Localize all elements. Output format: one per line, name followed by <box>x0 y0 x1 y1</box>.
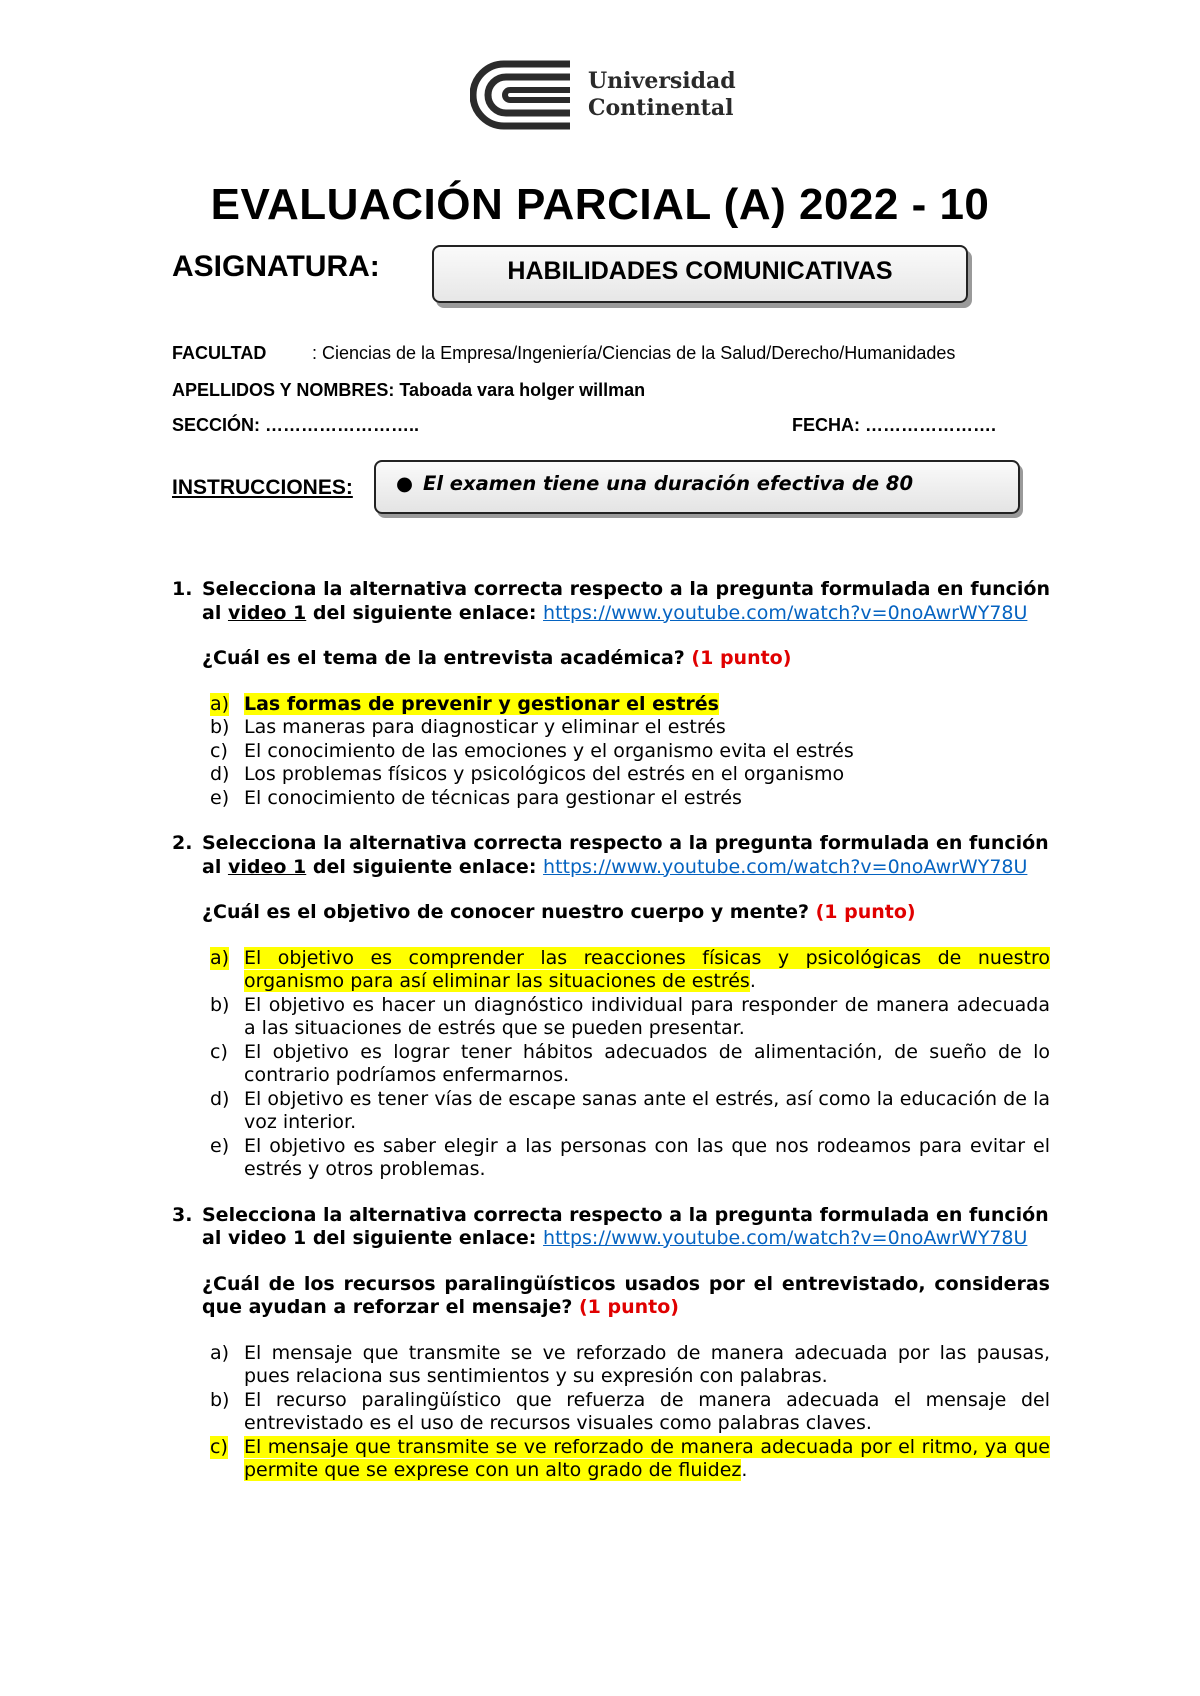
option-letter: d) <box>210 763 230 785</box>
question-2 <box>172 832 1050 1182</box>
option-letter: b) <box>210 1388 230 1411</box>
question-number: 2. <box>172 832 193 854</box>
option-text: El conocimiento de las emociones y el organismo evita el estrés <box>244 739 854 762</box>
apellidos-label: APELLIDOS Y NOMBRES: <box>172 380 395 400</box>
option-letter: c) <box>210 1040 228 1063</box>
option-b[interactable] <box>202 1389 1050 1436</box>
asignatura-box <box>432 245 968 303</box>
option-text: El objetivo es comprender las reacciones físicas y psicológicas de nuestro organismo para así eliminar las situaciones de estrés <box>244 946 1050 992</box>
option-letter: b) <box>210 993 230 1016</box>
prompt-text-end: del siguiente enlace: <box>306 601 544 624</box>
asignatura-label: ASIGNATURA: <box>172 250 380 283</box>
facultad-value: : Ciencias de la Empresa/Ingeniería/Ciencias de la Salud/Derecho/Humanidades <box>312 343 956 363</box>
option-a[interactable] <box>202 1342 1050 1389</box>
option-text: El objetivo es hacer un diagnóstico individual para responder de manera adecuada a las situaciones de estrés que se pueden presentar. <box>244 993 1050 1039</box>
question-prompt <box>202 1204 1050 1251</box>
question-3 <box>172 1204 1050 1483</box>
instrucciones-label: INSTRUCCIONES: <box>172 476 353 499</box>
option-e[interactable] <box>202 1135 1050 1182</box>
logo-text <box>588 68 736 122</box>
option-letter: e) <box>210 1134 230 1157</box>
facultad-label: FACULTAD <box>172 343 267 363</box>
video-link[interactable]: https://www.youtube.com/watch?v=0noAwrWY78U <box>543 855 1028 878</box>
asignatura-value: HABILIDADES COMUNICATIVAS <box>507 256 893 285</box>
prompt-text: Selecciona la alternativa correcta respecto a la pregunta formulada en función al <box>202 578 1050 624</box>
option-text: El mensaje que transmite se ve reforzado de manera adecuada por las pausas, pues relaciona sus sentimientos y su expresión con palabras. <box>244 1341 1050 1387</box>
questions-section <box>172 578 1050 1483</box>
option-text: El conocimiento de técnicas para gestionar el estrés <box>244 786 742 809</box>
fecha-field: FECHA: …………………. <box>792 415 996 435</box>
points-label: (1 punto) <box>815 901 916 923</box>
seccion-field: SECCIÓN: …………………….. <box>172 415 420 435</box>
video-ref: video 1 <box>227 601 307 624</box>
option-letter: e) <box>210 786 230 809</box>
question-prompt <box>202 578 1050 625</box>
options-list <box>202 1342 1050 1483</box>
points-label: (1 punto) <box>578 1296 679 1318</box>
option-letter: c) <box>210 739 228 762</box>
option-c[interactable] <box>202 740 1050 764</box>
option-e[interactable] <box>202 787 1050 811</box>
points-label: (1 punto) <box>691 647 792 669</box>
option-text: Las formas de prevenir y gestionar el estrés <box>244 692 719 715</box>
ask-text: ¿Cuál es el objetivo de conocer nuestro cuerpo y mente? <box>202 901 816 923</box>
video-link[interactable]: https://www.youtube.com/watch?v=0noAwrWY78U <box>543 601 1028 624</box>
option-text-tail: . <box>749 970 756 992</box>
option-letter: a) <box>210 946 230 969</box>
option-b[interactable] <box>202 716 1050 740</box>
question-number: 1. <box>172 578 193 600</box>
exam-title: EVALUACIÓN PARCIAL (A) 2022 - 10 <box>210 180 990 229</box>
ask-text: ¿Cuál de los recursos paralingüísticos usados por el entrevistado, consideras que ayudan a reforzar el mensaje? <box>202 1272 1050 1318</box>
question-number: 3. <box>172 1203 193 1226</box>
option-text: El objetivo es lograr tener hábitos adecuados de alimentación, de sueño de lo contrario podríamos enfermarnos. <box>244 1040 1050 1086</box>
prompt-text: Selecciona la alternativa correcta respecto a la pregunta formulada en función al video 1 del siguiente enlace: <box>202 1203 1049 1249</box>
bullet-icon: ● <box>396 472 414 495</box>
university-logo <box>470 60 736 130</box>
seccion-row <box>172 415 419 436</box>
prompt-text-end: del siguiente enlace: <box>306 855 544 878</box>
option-b[interactable] <box>202 994 1050 1041</box>
question-prompt <box>202 832 1050 879</box>
facultad-row <box>172 343 955 364</box>
option-text-tail: . <box>741 1459 748 1481</box>
option-letter: a) <box>210 692 230 715</box>
option-c[interactable] <box>202 1436 1050 1483</box>
ask-text: ¿Cuál es el tema de la entrevista académica? <box>202 647 692 669</box>
option-d[interactable] <box>202 1088 1050 1135</box>
logo-line-2: Continental <box>588 95 734 121</box>
option-d[interactable] <box>202 763 1050 787</box>
option-letter: b) <box>210 716 230 738</box>
option-text: Los problemas físicos y psicológicos del estrés en el organismo <box>244 763 845 785</box>
apellidos-value: Taboada vara holger willman <box>394 380 646 400</box>
video-link[interactable]: https://www.youtube.com/watch?v=0noAwrWY78U <box>543 1227 1028 1249</box>
option-c[interactable] <box>202 1041 1050 1088</box>
instrucciones-item <box>396 472 913 495</box>
option-text: Las maneras para diagnosticar y eliminar el estrés <box>244 716 726 738</box>
option-letter: c) <box>210 1435 228 1458</box>
options-list <box>202 947 1050 1182</box>
video-ref: video 1 <box>227 855 307 878</box>
option-text: El objetivo es saber elegir a las personas con las que nos rodeamos para evitar el estrés y otros problemas. <box>244 1134 1050 1180</box>
option-a[interactable] <box>202 693 1050 717</box>
prompt-text: Selecciona la alternativa correcta respecto a la pregunta formulada en función al <box>202 832 1049 878</box>
instrucciones-box <box>374 460 1020 514</box>
logo-line-1: Universidad <box>588 68 736 94</box>
continental-c-logo-icon <box>470 60 574 130</box>
options-list <box>202 693 1050 811</box>
option-letter: a) <box>210 1341 230 1364</box>
question-1 <box>172 578 1050 810</box>
question-ask <box>202 1273 1050 1320</box>
option-letter: d) <box>210 1087 230 1110</box>
option-text: El objetivo es tener vías de escape sanas ante el estrés, así como la educación de la voz interior. <box>244 1087 1050 1133</box>
apellidos-row <box>172 380 645 401</box>
option-text: El mensaje que transmite se ve reforzado de manera adecuada por el ritmo, ya que permite que se exprese con un alto grado de fluidez <box>244 1435 1050 1481</box>
question-ask <box>202 901 1050 925</box>
question-ask <box>202 647 1050 671</box>
option-a[interactable] <box>202 947 1050 994</box>
instrucciones-text: El examen tiene una duración efectiva de 80 <box>423 472 914 495</box>
option-text: El recurso paralingüístico que refuerza de manera adecuada el mensaje del entrevistado es el uso de recursos visuales como palabras claves. <box>244 1388 1050 1434</box>
